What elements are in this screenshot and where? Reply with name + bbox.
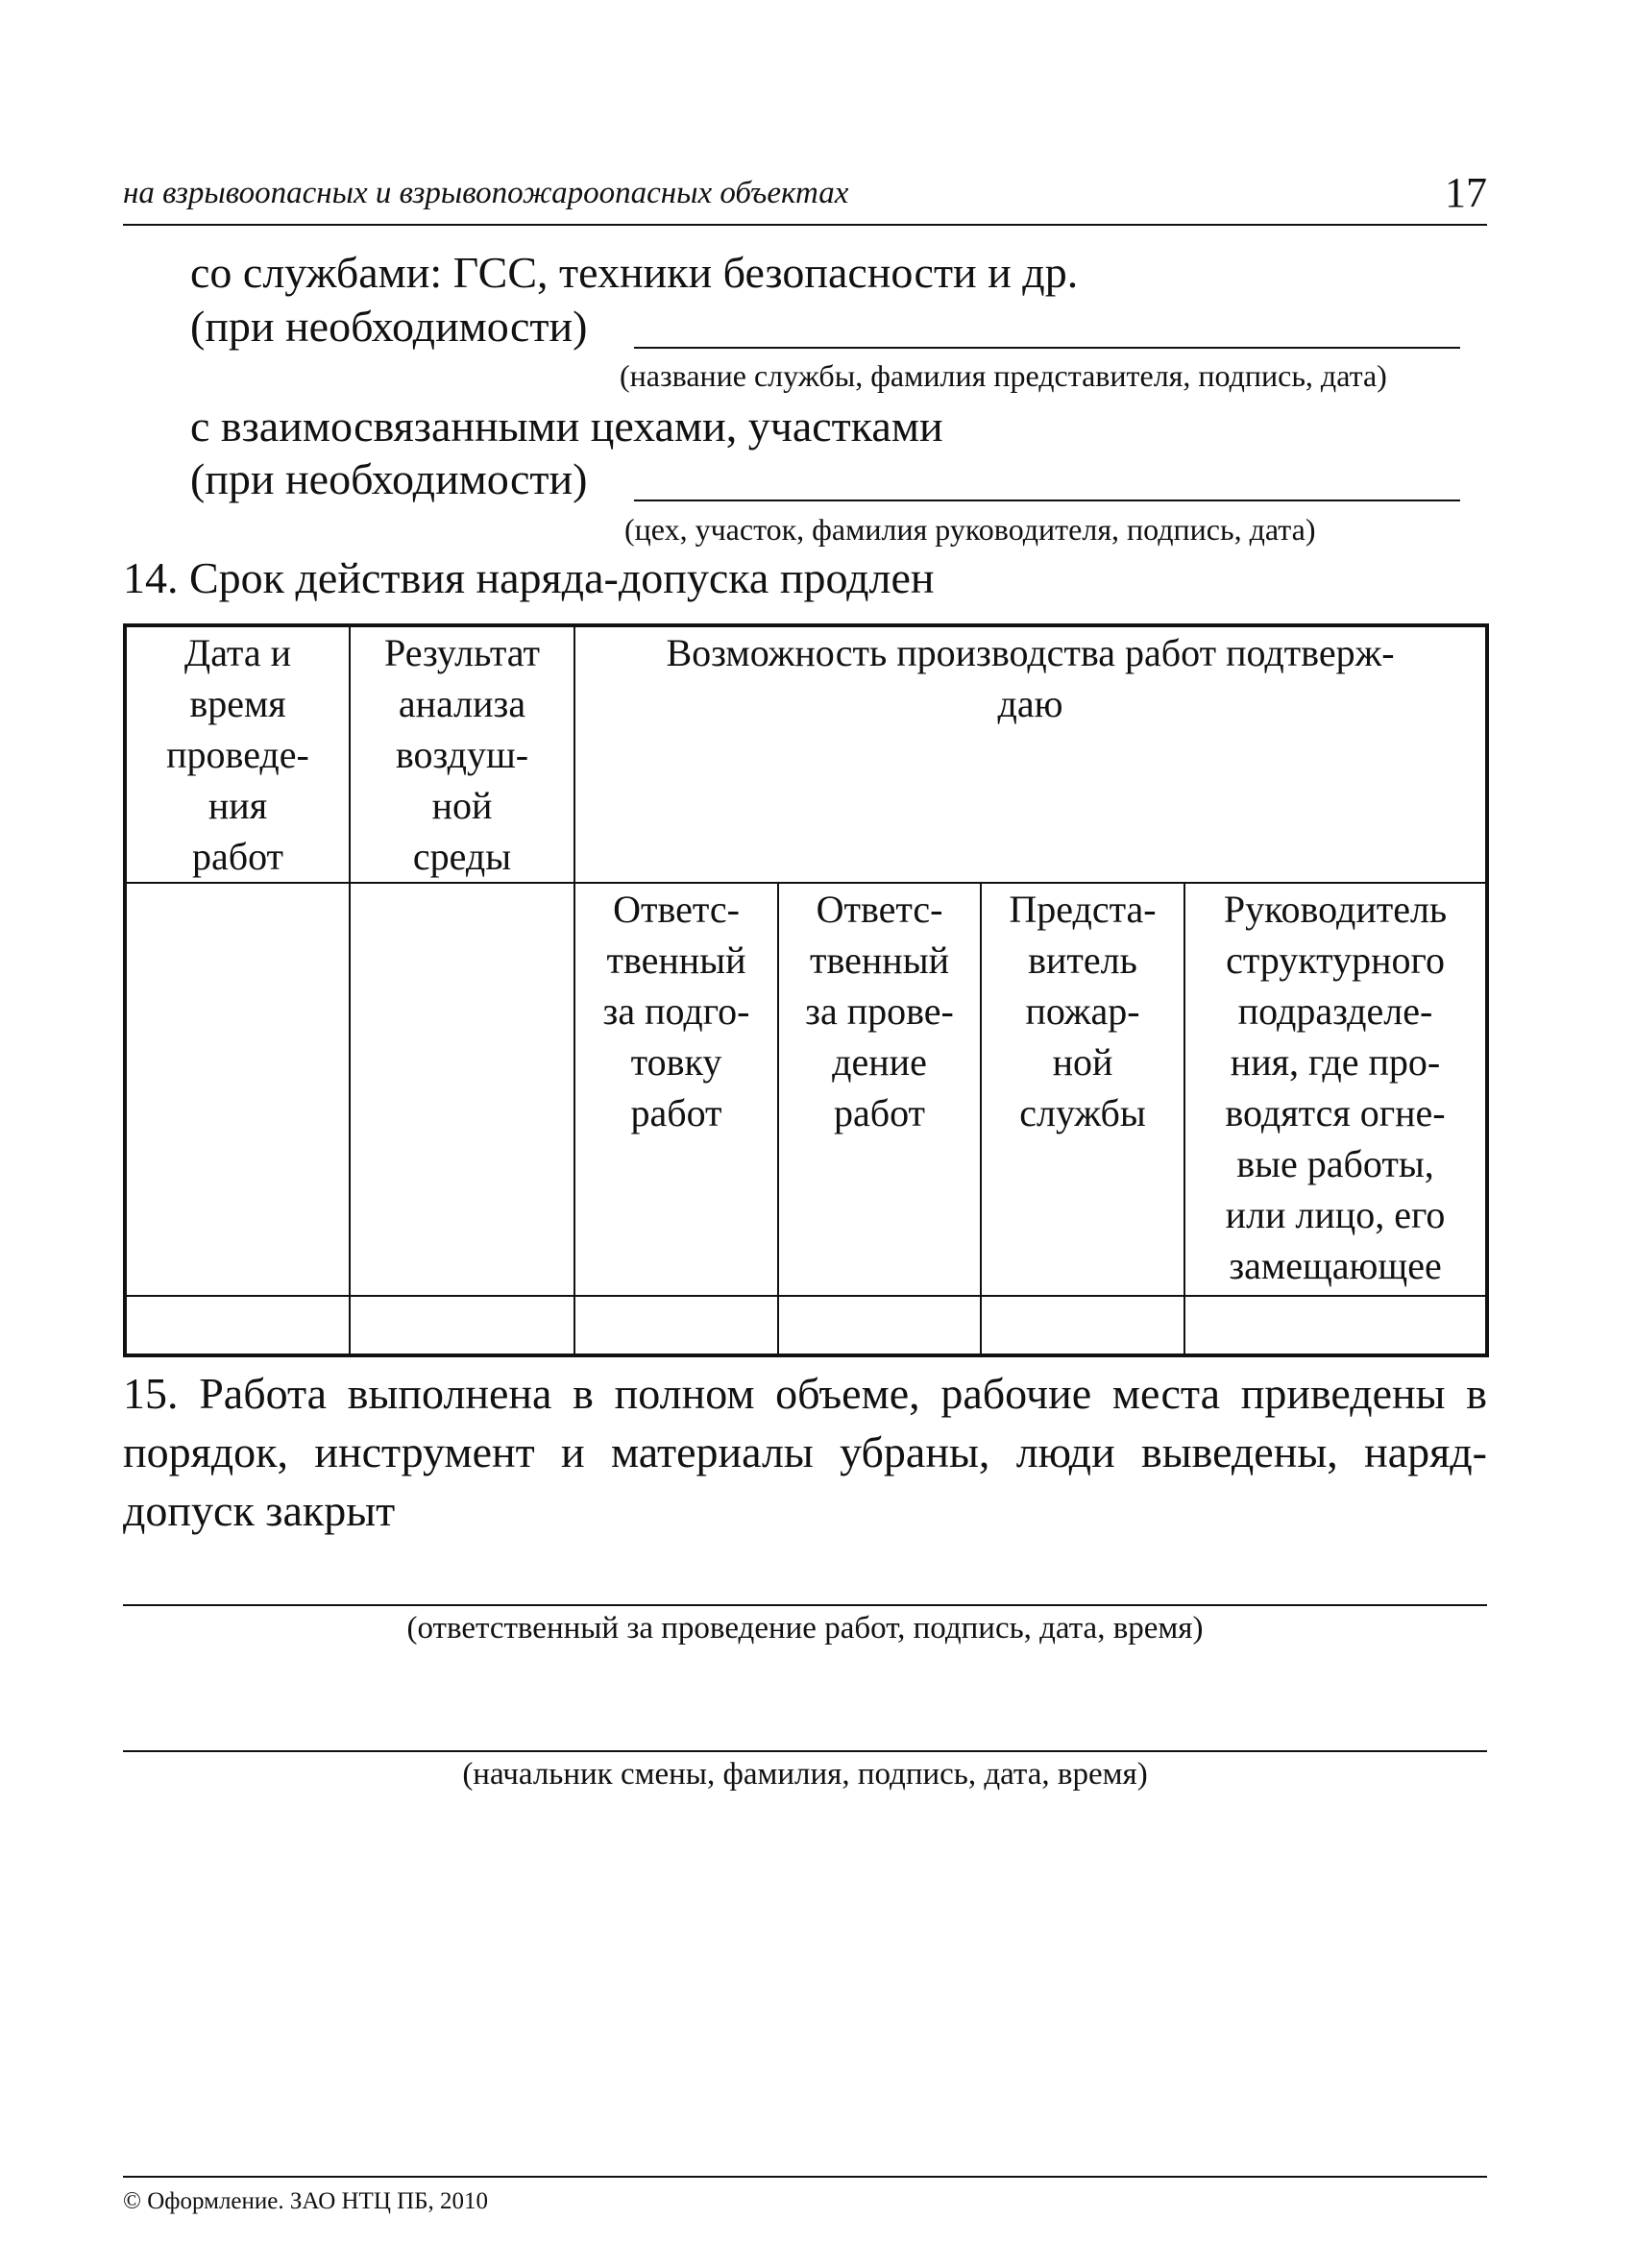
table-cell-air-analysis bbox=[350, 883, 574, 1296]
shops-line: с взаимосвязанными цехами, участками bbox=[190, 402, 943, 451]
header-unit-head: Руководитель структурного подразделе- ния, где про- водятся огне- вые работы, или лицо, его замещающее bbox=[1184, 883, 1487, 1296]
header-fire-service-rep: Предста- витель пожар- ной службы bbox=[981, 883, 1184, 1296]
copyright: © Оформление. ЗАО НТЦ ПБ, 2010 bbox=[123, 2188, 489, 2214]
table-cell bbox=[125, 1296, 350, 1355]
shops-signature-caption: (цех, участок, фамилия руководителя, подпись, дата) bbox=[624, 512, 1316, 547]
section-15-text: 15. Работа выполнена в полном объеме, рабочие места приведены в порядок, инструмент и материалы убраны, люди выведены, наряд-допуск закрыт bbox=[123, 1369, 1487, 1535]
running-title: на взрывоопасных и взрывопожароопасных объектах bbox=[123, 176, 849, 210]
services-line: со службами: ГСС, техники безопасности и др. bbox=[190, 248, 1079, 297]
table-cell bbox=[574, 1296, 778, 1355]
signature-line-responsible bbox=[123, 1604, 1487, 1606]
signature-caption-shift-head: (начальник смены, фамилия, подпись, дата, время) bbox=[462, 1757, 1148, 1792]
table-cell-date-time bbox=[125, 883, 350, 1296]
table-cell bbox=[778, 1296, 981, 1355]
header-air-analysis: Результат анализа воздуш- ной среды bbox=[350, 625, 574, 883]
header-responsible-execution: Ответс- твенный за прове- дение работ bbox=[778, 883, 981, 1296]
table-cell bbox=[1184, 1296, 1487, 1355]
extension-table bbox=[123, 623, 1489, 1357]
signature-line-shift-head bbox=[123, 1750, 1487, 1752]
services-when-needed-label: (при необходимости) bbox=[190, 302, 588, 351]
services-signature-caption: (название службы, фамилия представителя, подпись, дата) bbox=[620, 358, 1387, 393]
header-responsible-preparation: Ответс- твенный за подго- товку работ bbox=[574, 883, 778, 1296]
section-14-title: 14. Срок действия наряда-допуска продлен bbox=[123, 553, 935, 602]
header-rule bbox=[123, 224, 1487, 226]
shops-signature-blank bbox=[634, 500, 1460, 501]
table-cell bbox=[350, 1296, 574, 1355]
page-number: 17 bbox=[1445, 169, 1487, 216]
header-work-confirmation: Возможность производства работ подтверж- даю bbox=[574, 625, 1487, 883]
shops-when-needed-label: (при необходимости) bbox=[190, 454, 588, 503]
footer-rule bbox=[123, 2176, 1487, 2178]
table-row-empty bbox=[125, 1296, 1487, 1355]
header-date-time: Дата и время проведе- ния работ bbox=[125, 625, 350, 883]
table-cell bbox=[981, 1296, 1184, 1355]
services-signature-blank bbox=[634, 347, 1460, 349]
signature-caption-responsible: (ответственный за проведение работ, подпись, дата, время) bbox=[406, 1611, 1204, 1646]
